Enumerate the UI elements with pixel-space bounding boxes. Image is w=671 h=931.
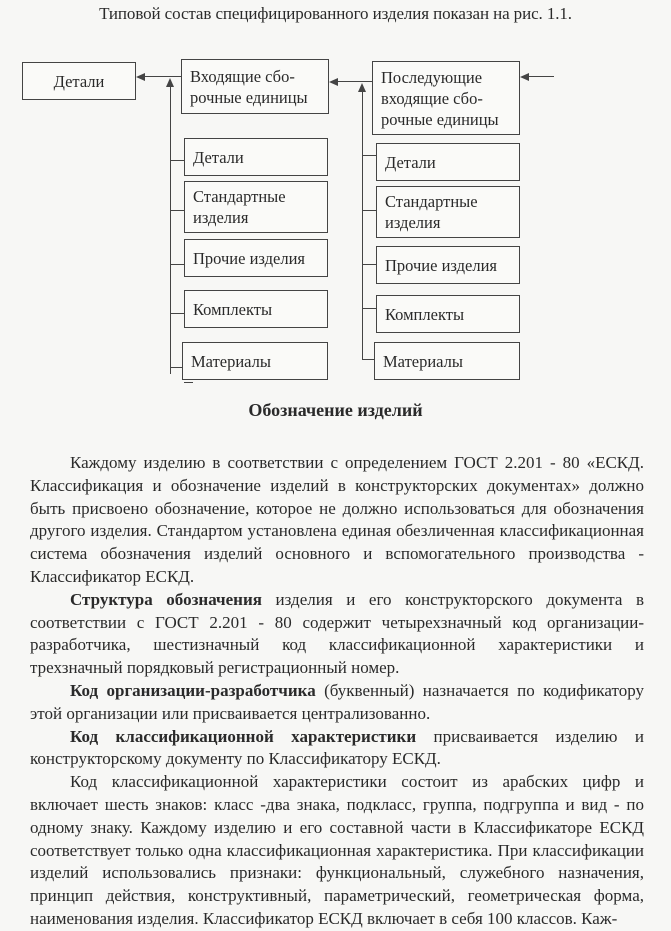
product-composition-diagram: [0, 0, 671, 400]
paragraph-bold-lead: Код организации-разработчика: [70, 680, 316, 700]
box-label: Стандартные: [193, 187, 286, 206]
paragraph: [30, 452, 644, 589]
paragraph: [30, 589, 644, 680]
box-label: Материалы: [191, 351, 271, 371]
paragraph-text: Каждому изделию в соответствии с определением ГОСТ 2.201 - 80 «ЕСКД. Классификация и обозначение изделий в конструкторских документах» должно быть присвоено обозначение, которое не должно использоваться для обозначения другого изделия. Стандартом установлена единая обезличенная классификационная система обозначения изделий основного и вспомогательного производства - Классификатор ЕСКД.: [30, 453, 644, 586]
connector: [170, 160, 184, 161]
box-right-parts: [376, 143, 520, 181]
box-right-materials: [374, 342, 520, 380]
connector: [362, 359, 374, 360]
box-right-standard-products: [376, 186, 520, 238]
box-label: Прочие изделия: [385, 255, 497, 275]
paragraph-text: (буквенный) назначается по кодификатору этой организации или присваивается централизованно.: [30, 680, 645, 723]
connector: [184, 382, 193, 383]
connector: [170, 264, 184, 265]
paragraph: [30, 726, 644, 772]
box-left-standard-products: [184, 181, 328, 233]
body-text: [30, 452, 644, 931]
box-right-other-products: [376, 246, 520, 284]
box-label: Детали: [193, 147, 244, 167]
box-label: Стандартные: [385, 192, 478, 211]
connector: [362, 155, 376, 156]
box-left-other-products: [184, 239, 328, 277]
box-left-parts: [184, 138, 328, 176]
box-left-kits: [184, 290, 328, 328]
box-label: изделия: [193, 208, 249, 227]
box-label: рочные единицы: [190, 87, 308, 107]
connector: [170, 367, 182, 368]
box-label: Прочие изделия: [193, 248, 305, 268]
section-heading: Обозначение изделий: [248, 400, 423, 420]
box-label: изделия: [385, 213, 441, 232]
box-incoming-units: [181, 59, 329, 114]
paragraph-text: присваивается изделию и конструкторскому документу по Классификатору ЕСКД.: [30, 726, 644, 769]
paragraph: [30, 680, 644, 726]
box-label: рочные единицы: [381, 109, 499, 129]
box-subsequent-units: [372, 61, 520, 135]
connector: [170, 313, 184, 314]
paragraph-text: Код классификационной характеристики состоит из арабских цифр и включает шесть знаков: класс -два знака, подкласс, группа, подгруппа и вид - по одному знаку. Каждому изделию и его составной части в Классификаторе ЕСКД соответствует только одна классификационная характеристика. При классификации изделий использовались признаки: функциональный, служебного назначения, принцип действия, конструктивный, параметрический, геометрическая форма, наименования изделия. Классификатор ЕСКД включает в себя 100 классов. Каж-: [30, 772, 644, 928]
box-label: Комплекты: [385, 304, 465, 324]
box-label: Материалы: [383, 351, 463, 371]
paragraph-text: изделия и его конструкторского документа в соответствии с ГОСТ 2.201 - 80 содержит четырехзначный код организации-разработчика, шестизначный код классификационной характеристики и трехзначный порядковый регистрационный номер.: [30, 589, 645, 678]
paragraph: [30, 771, 644, 931]
box-label: Комплекты: [193, 299, 273, 319]
box-label: Последующие: [381, 67, 483, 87]
connector: [528, 76, 554, 77]
paragraph-bold-lead: Структура обозначения: [70, 589, 262, 609]
connector: [362, 308, 376, 309]
intro-sentence: Типовой состав специфицированного изделия показан на рис. 1.1.: [99, 4, 572, 23]
box-parts-top: [22, 62, 136, 100]
box-label: Входящие сбо-: [190, 66, 295, 86]
box-label: Детали: [53, 71, 105, 91]
paragraph-bold-lead: Код классификационной характеристики: [70, 726, 417, 746]
connector: [362, 264, 376, 265]
connector: [144, 76, 181, 77]
box-right-kits: [376, 295, 520, 333]
connector: [170, 210, 184, 211]
connector: [337, 81, 372, 82]
box-label: Детали: [385, 152, 436, 172]
box-left-materials: [182, 342, 328, 380]
box-label: входящие сбо-: [381, 88, 483, 108]
connector: [362, 210, 376, 211]
connector: [170, 86, 171, 374]
connector: [362, 91, 363, 360]
